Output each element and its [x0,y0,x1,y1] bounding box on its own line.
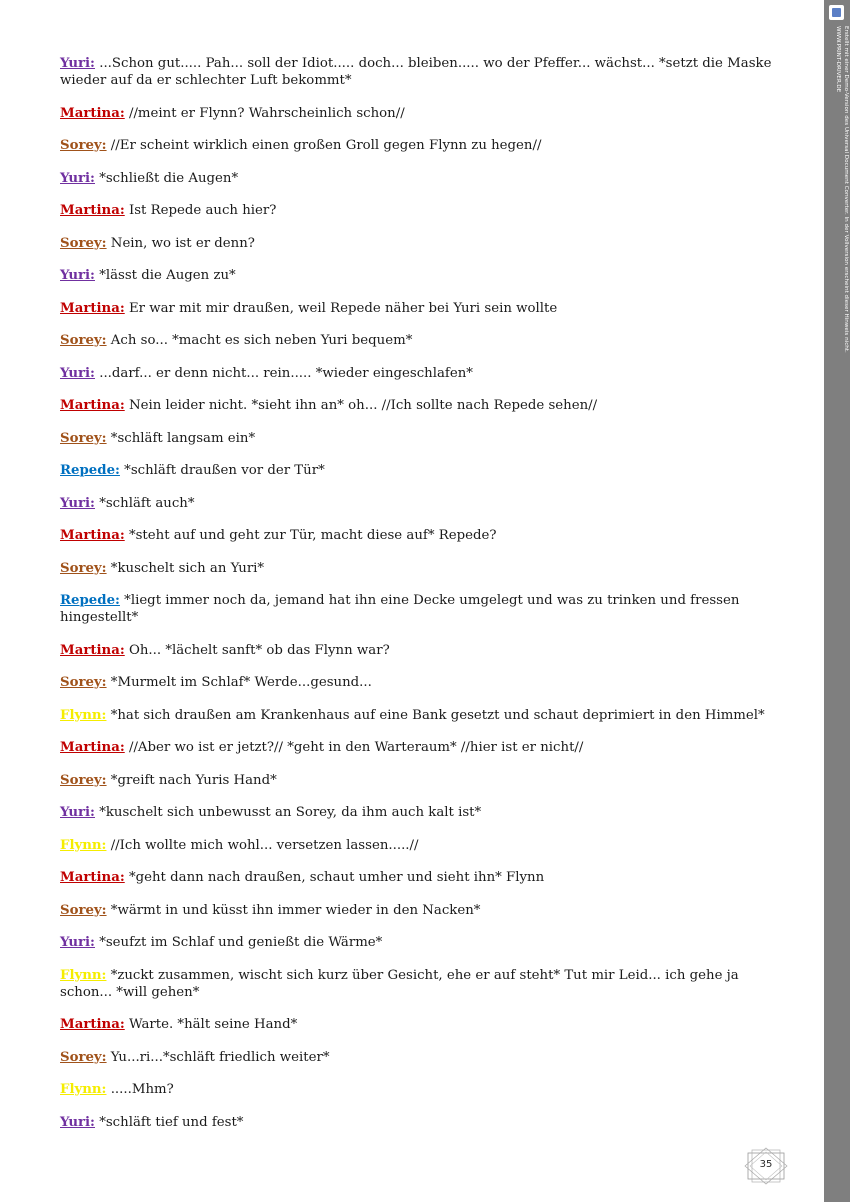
dialogue-line [60,365,782,382]
speaker-name: Yuri: [60,805,95,820]
dialogue-line [60,267,782,284]
dialogue-text: *zuckt zusammen, wischt sich kurz über Gesicht, ehe er auf steht* Tut mir Leid... ich gehe ja schon... *will gehen* [60,967,739,1000]
speaker-name: Martina: [60,105,125,121]
dialogue-line [60,527,782,544]
speaker-name: Sorey: [60,138,107,153]
dialogue-text: *wärmt in und küsst ihn immer wieder in den Nacken* [106,902,481,918]
dialogue-text: .....Mhm? [106,1082,174,1097]
speaker-name: Yuri: [60,495,95,511]
dialogue-text: *schläft langsam ein* [106,430,256,446]
dialogue-list [60,55,782,1146]
speaker-name: Martina: [60,740,125,755]
dialogue-line [60,1114,782,1131]
dialogue-text: Nein leider nicht. *sieht ihn an* oh... //Ich sollte nach Repede sehen// [124,398,598,413]
speaker-name: Yuri: [60,170,95,186]
speaker-name: Sorey: [60,560,107,576]
dialogue-line [60,837,782,854]
dialogue-text: *kuschelt sich unbewusst an Sorey, da ihm auch kalt ist* [94,805,482,820]
dialogue-text: //Ich wollte mich wohl... versetzen lassen.....// [106,837,419,853]
dialogue-line [60,739,782,756]
dialogue-text: *hat sich draußen am Krankenhaus auf eine Bank gesetzt und schaut deprimiert in den Himmel* [106,707,765,723]
dialogue-text: *geht dann nach draußen, schaut umher und sieht ihn* Flynn [124,870,545,885]
dialogue-text: ...Schon gut..... Pah... soll der Idiot..... doch... bleiben..... wo der Pfeffer... wächst... *setzt die Maske wieder auf da er schlechter Luft bekommt* [60,56,772,88]
speaker-name: Martina: [60,870,125,885]
dialogue-text: *schläft auch* [94,495,195,511]
dialogue-line [60,462,782,479]
converter-logo-icon [829,5,844,20]
speaker-name: Sorey: [60,772,107,788]
dialogue-line [60,202,782,219]
speaker-name: Sorey: [60,1049,107,1065]
speaker-name: Flynn: [60,967,107,983]
dialogue-line [60,495,782,512]
dialogue-line [60,235,782,252]
dialogue-line [60,674,782,691]
speaker-name: Flynn: [60,1082,107,1097]
dialogue-text: Yu...ri...*schläft friedlich weiter* [106,1049,330,1065]
dialogue-text: Er war mit mir draußen, weil Repede näher bei Yuri sein wollte [124,300,558,316]
dialogue-text: *greift nach Yuris Hand* [106,772,277,788]
dialogue-line [60,804,782,821]
dialogue-text: *lässt die Augen zu* [94,268,236,283]
speaker-name: Martina: [60,528,125,543]
speaker-name: Yuri: [60,268,95,283]
dialogue-line [60,707,782,724]
dialogue-text: ...darf... er denn nicht... rein..... *wieder eingeschlafen* [94,365,473,381]
watermark-text [824,26,850,353]
dialogue-line [60,397,782,414]
dialogue-line [60,902,782,919]
dialogue-line [60,430,782,447]
speaker-name: Martina: [60,203,125,218]
dialogue-text: *schläft draußen vor der Tür* [119,463,325,478]
dialogue-text: Ist Repede auch hier? [124,203,277,218]
dialogue-line [60,1081,782,1098]
speaker-name: Sorey: [60,333,107,348]
watermark-line-1: Erstellt mit einer Demo-Version des Universal Document Converter. In der Vollversion erscheint dieser Hinweis nicht. [843,26,849,353]
dialogue-text: //Er scheint wirklich einen großen Groll gegen Flynn zu hegen// [106,138,542,153]
dialogue-text: Oh... *lächelt sanft* ob das Flynn war? [124,642,390,658]
dialogue-text: Ach so... *macht es sich neben Yuri bequem* [106,333,413,348]
dialogue-text: //Aber wo ist er jetzt?// *geht in den Warteraum* //hier ist er nicht// [124,740,584,755]
speaker-name: Flynn: [60,837,107,853]
dialogue-text: //meint er Flynn? Wahrscheinlich schon// [124,105,405,121]
speaker-name: Flynn: [60,707,107,723]
dialogue-line [60,55,782,89]
dialogue-text: *Murmelt im Schlaf* Werde...gesund... [106,675,372,690]
speaker-name: Yuri: [60,935,95,950]
dialogue-line [60,967,782,1001]
speaker-name: Repede: [60,593,120,608]
speaker-name: Martina: [60,300,125,316]
dialogue-text: *schläft tief und fest* [94,1114,244,1130]
watermark-line-2: WWW.PRINT-DRIVER.DE [835,26,841,93]
dialogue-line [60,137,782,154]
dialogue-line [60,300,782,317]
dialogue-line [60,1016,782,1033]
dialogue-text: Warte. *hält seine Hand* [124,1017,298,1032]
speaker-name: Yuri: [60,1114,95,1130]
dialogue-line [60,332,782,349]
dialogue-text: Nein, wo ist er denn? [106,235,255,251]
speaker-name: Sorey: [60,902,107,918]
speaker-name: Repede: [60,463,120,478]
dialogue-text: *kuschelt sich an Yuri* [106,560,265,576]
speaker-name: Martina: [60,642,125,658]
dialogue-line [60,170,782,187]
speaker-name: Sorey: [60,235,107,251]
speaker-name: Yuri: [60,365,95,381]
speaker-name: Sorey: [60,430,107,446]
converter-sidebar [824,0,850,1202]
dialogue-line [60,560,782,577]
dialogue-line [60,105,782,122]
page-number-badge [744,1147,788,1185]
dialogue-text: *seufzt im Schlaf und genießt die Wärme* [94,935,383,950]
speaker-name: Martina: [60,1017,125,1032]
dialogue-line [60,1049,782,1066]
dialogue-text: *steht auf und geht zur Tür, macht diese auf* Repede? [124,528,497,543]
speaker-name: Yuri: [60,56,95,71]
page-number: 35 [759,1159,773,1170]
dialogue-line [60,934,782,951]
dialogue-line [60,869,782,886]
dialogue-line [60,592,782,626]
dialogue-text: *schließt die Augen* [94,170,239,186]
dialogue-line [60,642,782,659]
dialogue-text: *liegt immer noch da, jemand hat ihn eine Decke umgelegt und was zu trinken und fressen hingestellt* [60,593,740,625]
dialogue-line [60,772,782,789]
speaker-name: Sorey: [60,675,107,690]
speaker-name: Martina: [60,398,125,413]
